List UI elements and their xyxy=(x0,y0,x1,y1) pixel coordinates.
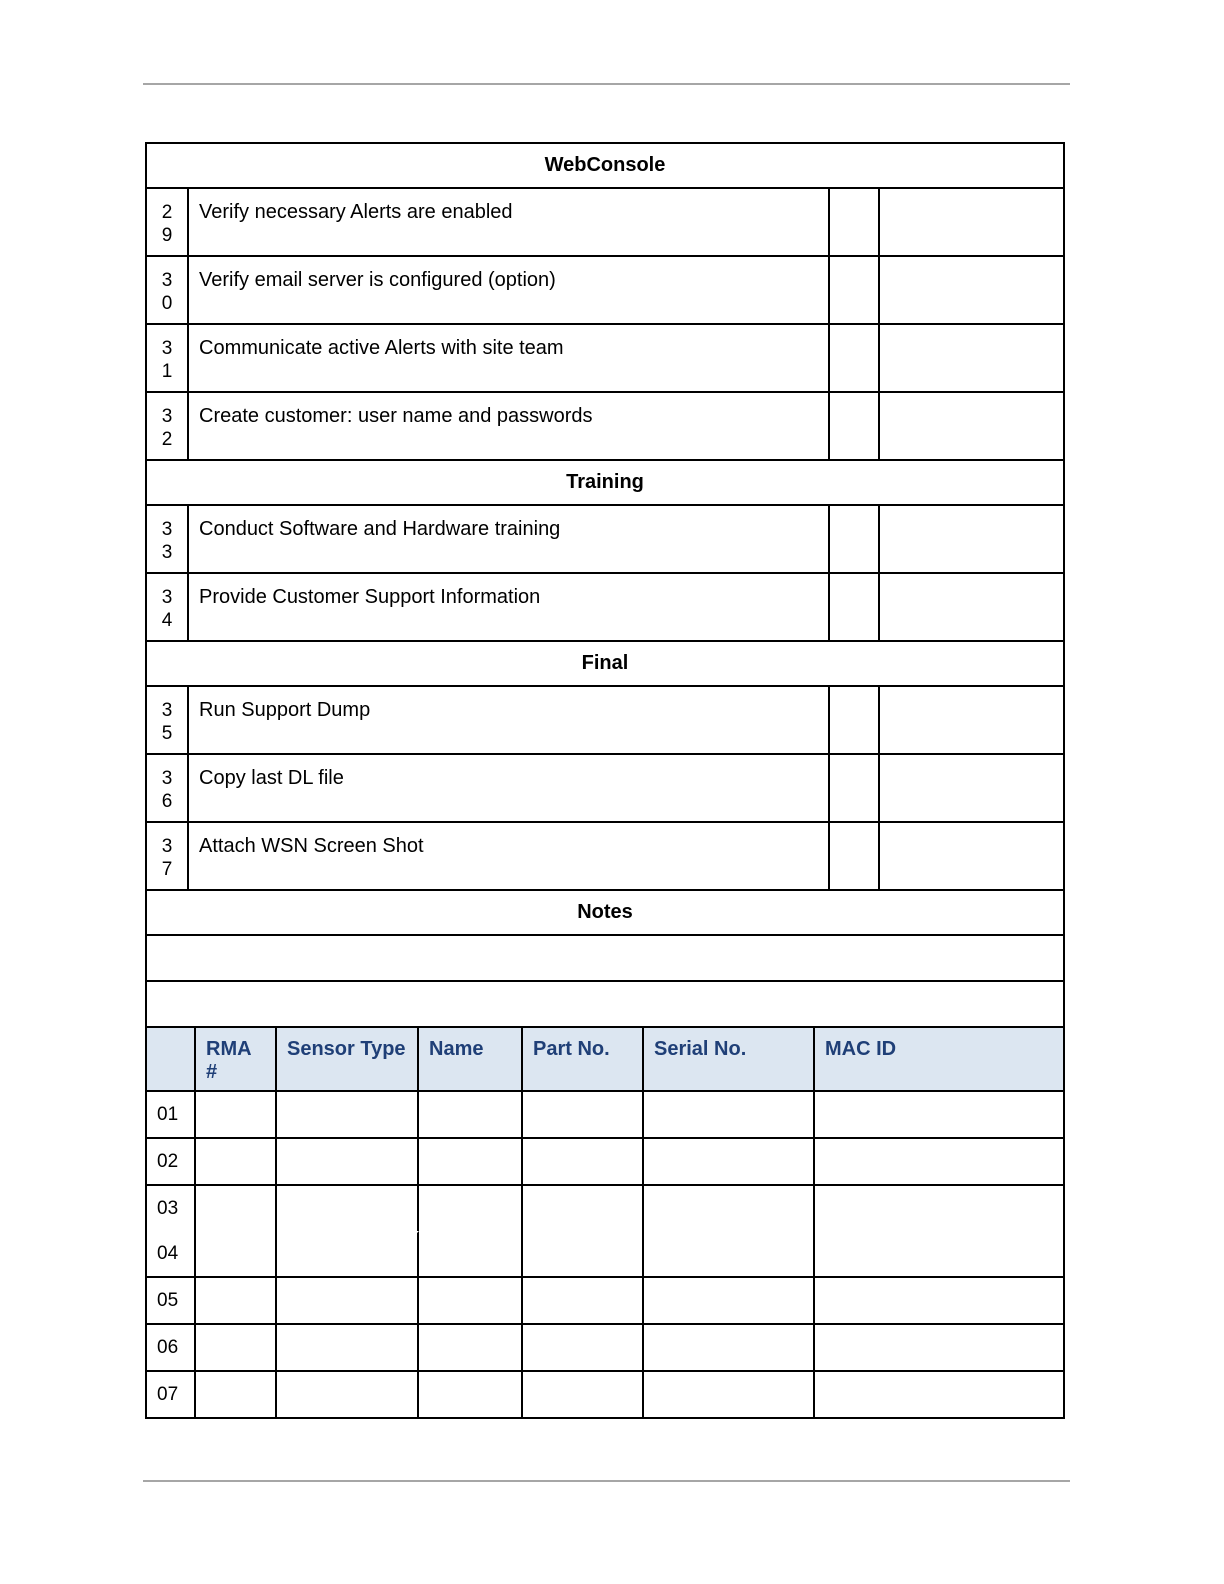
task-number: 3 3 xyxy=(147,506,189,572)
sensor-type-cell[interactable] xyxy=(277,1372,419,1417)
task-description: Conduct Software and Hardware training xyxy=(189,506,830,572)
rma-header-mac-id: MAC ID xyxy=(825,1038,897,1060)
rma-row xyxy=(147,1278,1063,1325)
serial-no-cell[interactable] xyxy=(644,1372,815,1417)
task-row xyxy=(147,823,1063,891)
mac-id-cell[interactable] xyxy=(815,1325,1063,1370)
check-cell[interactable] xyxy=(830,393,880,459)
rma-row-index: 01 xyxy=(147,1092,196,1137)
rma-row-index: 06 xyxy=(147,1325,196,1370)
task-description: Create customer: user name and passwords xyxy=(189,393,830,459)
notes-line[interactable] xyxy=(147,982,1063,1028)
mac-id-cell[interactable] xyxy=(815,1186,1063,1231)
name-cell[interactable] xyxy=(419,1231,523,1276)
task-number: 3 5 xyxy=(147,687,189,753)
task-number: 3 2 xyxy=(147,393,189,459)
rma-cell[interactable] xyxy=(196,1139,277,1184)
sensor-type-cell[interactable] xyxy=(277,1139,419,1184)
name-cell[interactable] xyxy=(419,1372,523,1417)
sensor-type-cell[interactable] xyxy=(277,1278,419,1323)
task-row xyxy=(147,755,1063,823)
task-row xyxy=(147,393,1063,461)
task-row xyxy=(147,687,1063,755)
name-cell[interactable] xyxy=(419,1092,523,1137)
serial-no-cell[interactable] xyxy=(644,1139,815,1184)
remarks-cell[interactable] xyxy=(880,257,1063,323)
rma-cell[interactable] xyxy=(196,1278,277,1323)
check-cell[interactable] xyxy=(830,257,880,323)
remarks-cell[interactable] xyxy=(880,189,1063,255)
serial-no-cell[interactable] xyxy=(644,1186,815,1231)
task-row xyxy=(147,574,1063,642)
task-number: 3 4 xyxy=(147,574,189,640)
task-description: Verify email server is configured (option) xyxy=(189,257,830,323)
mac-id-cell[interactable] xyxy=(815,1372,1063,1417)
check-cell[interactable] xyxy=(830,687,880,753)
rma-header-name: Name xyxy=(419,1028,523,1090)
task-description: Run Support Dump xyxy=(189,687,830,753)
task-number: 2 9 xyxy=(147,189,189,255)
rma-header-part-no: Part No. xyxy=(523,1028,644,1090)
name-cell[interactable] xyxy=(419,1139,523,1184)
part-no-cell[interactable] xyxy=(523,1186,644,1231)
rma-row xyxy=(147,1372,1063,1417)
rma-row-index: 03 xyxy=(147,1186,196,1231)
remarks-cell[interactable] xyxy=(880,393,1063,459)
rma-cell[interactable] xyxy=(196,1372,277,1417)
sensor-type-cell[interactable] xyxy=(277,1325,419,1370)
task-row xyxy=(147,257,1063,325)
section-header-training: Training xyxy=(147,461,1063,506)
part-no-cell[interactable] xyxy=(523,1325,644,1370)
task-row xyxy=(147,506,1063,574)
rma-row-index: 04 xyxy=(147,1231,196,1276)
rma-cell[interactable] xyxy=(196,1092,277,1137)
task-number: 3 6 xyxy=(147,755,189,821)
checklist-table xyxy=(145,142,1065,1419)
rma-row-index: 05 xyxy=(147,1278,196,1323)
rma-header-rma: RMA # xyxy=(196,1028,277,1090)
rma-row xyxy=(147,1186,1063,1231)
rma-row xyxy=(147,1325,1063,1372)
part-no-cell[interactable] xyxy=(523,1139,644,1184)
serial-no-cell[interactable] xyxy=(644,1325,815,1370)
mac-id-cell[interactable] xyxy=(815,1092,1063,1137)
section-header-notes: Notes xyxy=(147,891,1063,936)
rma-row-index: 07 xyxy=(147,1372,196,1417)
mac-id-cell[interactable] xyxy=(815,1231,1063,1276)
remarks-cell[interactable] xyxy=(880,823,1063,889)
notes-line[interactable] xyxy=(147,936,1063,982)
rma-cell[interactable] xyxy=(196,1231,277,1276)
serial-no-cell[interactable] xyxy=(644,1278,815,1323)
part-no-cell[interactable] xyxy=(523,1092,644,1137)
rma-header-index xyxy=(147,1028,196,1090)
mac-id-cell[interactable] xyxy=(815,1139,1063,1184)
task-number: 3 1 xyxy=(147,325,189,391)
header-rule xyxy=(143,83,1070,85)
rma-row-index: 02 xyxy=(147,1139,196,1184)
part-no-cell[interactable] xyxy=(523,1278,644,1323)
rma-cell[interactable] xyxy=(196,1186,277,1231)
check-cell[interactable] xyxy=(830,325,880,391)
mac-id-cell[interactable] xyxy=(815,1278,1063,1323)
rma-row xyxy=(147,1231,1063,1278)
rma-row xyxy=(147,1139,1063,1186)
task-number: 3 7 xyxy=(147,823,189,889)
task-description: Copy last DL file xyxy=(189,755,830,821)
part-no-cell[interactable] xyxy=(523,1372,644,1417)
task-row xyxy=(147,189,1063,257)
rma-header-serial-no: Serial No. xyxy=(644,1028,815,1090)
sensor-type-cell[interactable] xyxy=(277,1092,419,1137)
remarks-cell[interactable] xyxy=(880,506,1063,572)
check-cell[interactable] xyxy=(830,574,880,640)
remarks-cell[interactable] xyxy=(880,755,1063,821)
task-description: Communicate active Alerts with site team xyxy=(189,325,830,391)
serial-no-cell[interactable] xyxy=(644,1231,815,1276)
task-description: Provide Customer Support Information xyxy=(189,574,830,640)
rma-header-row xyxy=(147,1028,1063,1092)
remarks-cell[interactable] xyxy=(880,574,1063,640)
rma-table xyxy=(147,1028,1063,1417)
task-number: 3 0 xyxy=(147,257,189,323)
check-cell[interactable] xyxy=(830,189,880,255)
task-description: Verify necessary Alerts are enabled xyxy=(189,189,830,255)
rma-row xyxy=(147,1092,1063,1139)
check-cell[interactable] xyxy=(830,506,880,572)
remarks-cell[interactable] xyxy=(880,325,1063,391)
sensor-type-cell[interactable] xyxy=(277,1186,419,1231)
name-cell[interactable] xyxy=(419,1325,523,1370)
part-no-cell[interactable] xyxy=(523,1231,644,1276)
task-row xyxy=(147,325,1063,393)
section-header-webconsole: WebConsole xyxy=(147,144,1063,189)
rma-cell[interactable] xyxy=(196,1325,277,1370)
name-cell[interactable] xyxy=(419,1278,523,1323)
footer-rule xyxy=(143,1480,1070,1482)
task-description: Attach WSN Screen Shot xyxy=(189,823,830,889)
check-cell[interactable] xyxy=(830,823,880,889)
name-cell[interactable] xyxy=(419,1186,523,1231)
serial-no-cell[interactable] xyxy=(644,1092,815,1137)
remarks-cell[interactable] xyxy=(880,687,1063,753)
check-cell[interactable] xyxy=(830,755,880,821)
rma-header-sensor-type: Sensor Type xyxy=(277,1028,419,1090)
sensor-type-cell[interactable] xyxy=(277,1231,419,1276)
section-header-final: Final xyxy=(147,642,1063,687)
